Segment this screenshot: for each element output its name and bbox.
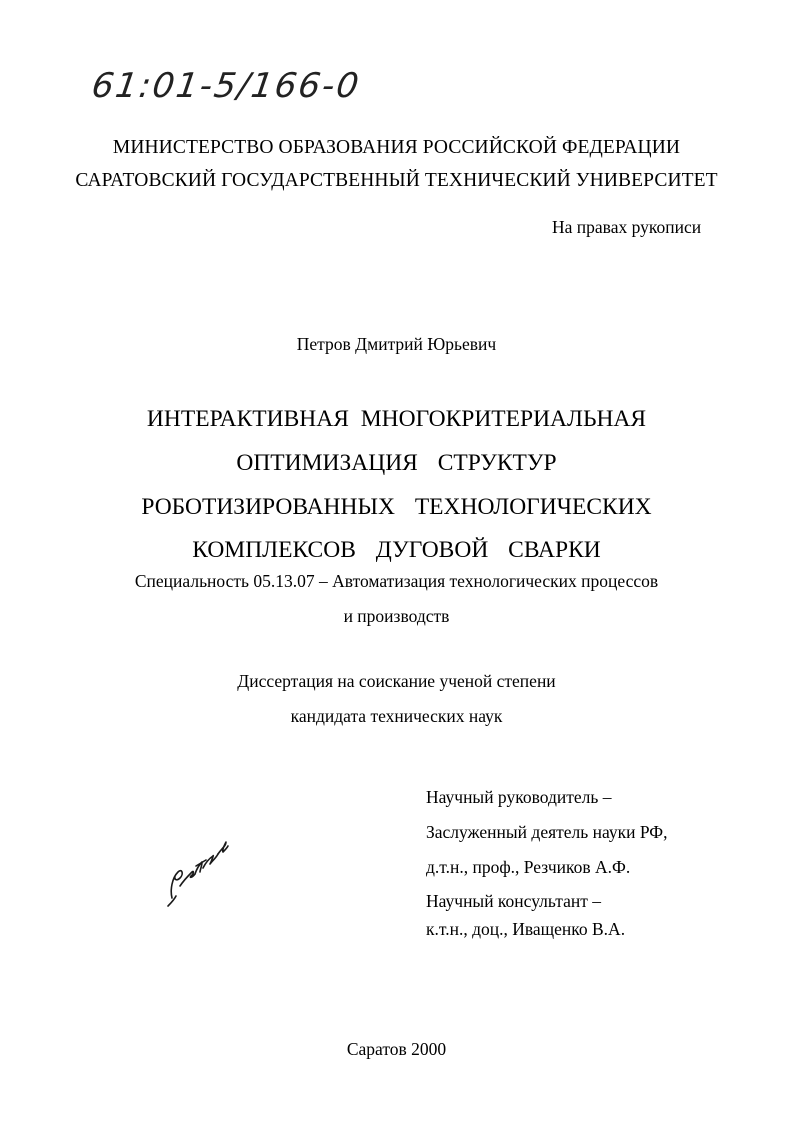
- specialty-line: Специальность 05.13.07 – Автоматизация технологических процессов: [134, 570, 659, 591]
- university-heading: САРАТОВСКИЙ ГОСУДАРСТВЕННЫЙ ТЕХНИЧЕСКИЙ УНИВЕРСИТЕТ: [75, 169, 718, 191]
- ministry-heading: МИНИСТЕРСТВО ОБРАЗОВАНИЯ РОССИЙСКОЙ ФЕДЕРАЦИИ: [112, 136, 681, 158]
- degree-line: Диссертация на соискание ученой степени: [237, 670, 556, 691]
- title-line: ОПТИМИЗАЦИЯ СТРУКТУР: [236, 449, 557, 476]
- advisor-line: Заслуженный деятель науки РФ,: [426, 822, 668, 842]
- advisor-line: д.т.н., проф., Резчиков А.Ф.: [426, 857, 631, 877]
- advisor-line: Научный руководитель –: [426, 787, 612, 807]
- archive-handwritten-code: 61:01-5/166-0: [89, 66, 363, 106]
- advisor-line: Научный консультант –: [426, 891, 601, 911]
- manuscript-note: На правах рукописи: [552, 217, 702, 237]
- specialty-line: и производств: [343, 605, 450, 626]
- author-signature: [166, 838, 230, 908]
- title-line: РОБОТИЗИРОВАННЫХ ТЕХНОЛОГИЧЕСКИХ: [141, 493, 652, 520]
- title-line: КОМПЛЕКСОВ ДУГОВОЙ СВАРКИ: [192, 536, 601, 563]
- degree-line: кандидата технических наук: [290, 705, 503, 726]
- advisor-line: к.т.н., доц., Иващенко В.А.: [426, 919, 626, 939]
- city-year: Саратов 2000: [346, 1038, 447, 1059]
- title-line: ИНТЕРАКТИВНАЯ МНОГОКРИТЕРИАЛЬНАЯ: [146, 405, 647, 432]
- author-name: Петров Дмитрий Юрьевич: [296, 333, 497, 354]
